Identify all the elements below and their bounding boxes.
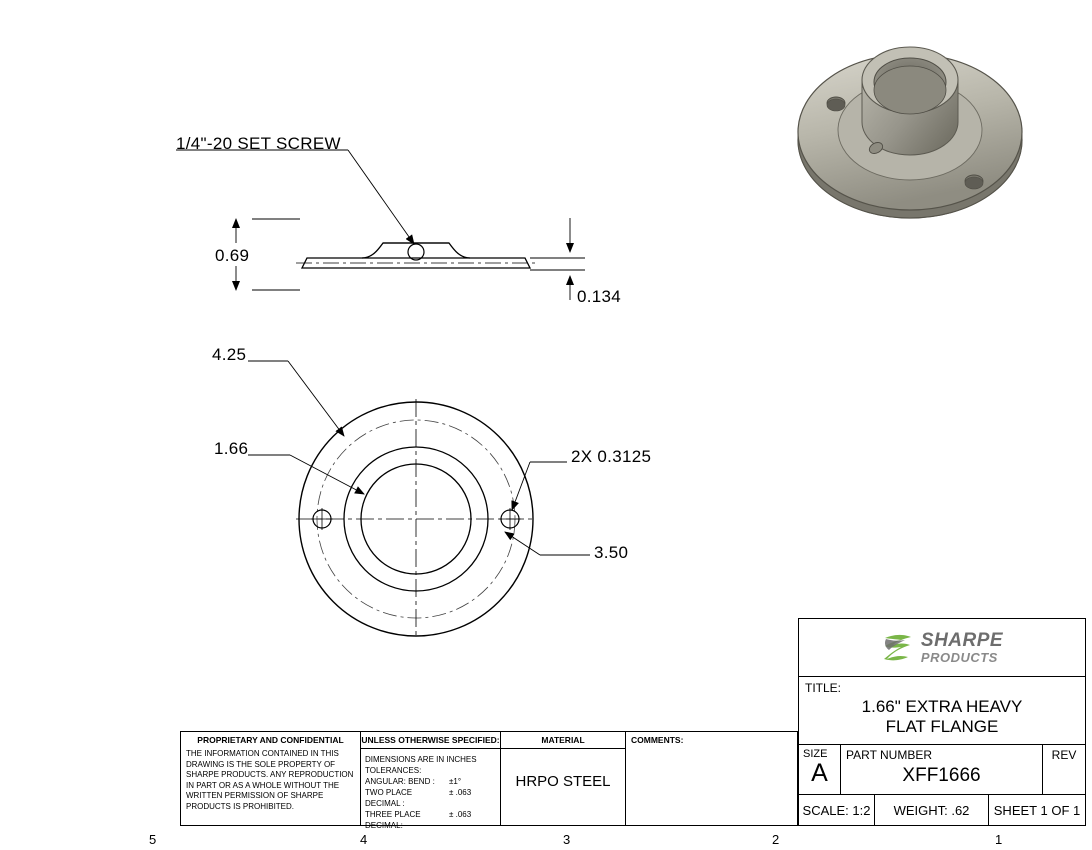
tol-angular-value: ±1° [449,777,462,786]
tol-angular-label: ANGULAR: BEND : [365,777,435,786]
dim-height-label: 0.69 [215,246,250,265]
tolerance-cell [361,732,501,830]
title-cell [799,677,1085,745]
proprietary-header: PROPRIETARY AND CONFIDENTIAL [197,735,344,745]
material-header: MATERIAL [501,732,625,749]
part-number-label: PART NUMBER [846,748,933,762]
rev-cell [1043,745,1085,794]
notes-block [180,731,798,830]
size-label: SIZE [803,748,828,760]
dim-holes-label: 2X 0.3125 [571,447,652,466]
unless-header: UNLESS OTHERWISE SPECIFIED: [361,732,500,749]
dims-inches-line: DIMENSIONS ARE IN INCHES [365,755,477,764]
zone-label-4: 4 [360,832,368,847]
dim-bolt-circle-label: 4.25 [212,345,247,364]
tol-three-place-label: THREE PLACE DECIMAL: [365,810,421,830]
material-cell [501,732,626,825]
zone-label-1: 1 [995,832,1003,847]
title-block [798,618,1086,826]
sheet-cell: SHEET 1 OF 1 [993,802,1081,818]
sharpe-logo-icon [881,632,915,664]
material-value: HRPO STEEL [515,773,611,790]
weight-cell: WEIGHT: .62 [875,795,989,825]
dim-thickness-label: 0.134 [577,287,622,306]
part-number-value: XFF1666 [902,765,981,786]
title-line-2: FLAT FLANGE [885,717,999,736]
isometric-view [798,47,1022,218]
dim-outer-diameter-label: 3.50 [594,543,629,562]
rev-label: REV [1051,748,1077,762]
tol-two-place-label: TWO PLACE DECIMAL : [365,788,413,808]
tol-two-place-value: ± .063 [449,788,472,797]
size-cell [799,745,841,794]
comments-header: COMMENTS: [631,735,684,745]
tolerances-line: TOLERANCES: [365,766,422,775]
logo-line2: PRODUCTS [920,650,998,665]
title-line-1: 1.66" EXTRA HEAVY [861,697,1023,716]
part-number-cell [841,745,1043,794]
title-label: TITLE: [805,681,842,695]
comments-cell [626,732,797,825]
proprietary-body: THE INFORMATION CONTAINED IN THIS DRAWING IS THE SOLE PROPERTY OF SHARPE PRODUCTS. ANY REPRODUCTION IN PART OR AS A WHOLE WITHOUT THE WRITTEN PERMISSION OF SHARPE PRODUCTS IS PROHIBITED. [186,749,354,811]
side-view [296,243,536,268]
tol-three-place-value: ± .063 [449,810,472,819]
logo-line1: SHARPE [920,630,1004,651]
proprietary-cell [181,732,361,825]
size-value: A [811,759,828,787]
front-view [296,399,536,639]
set-screw-leader [176,150,414,244]
set-screw-note: 1/4"-20 SET SCREW [176,134,341,153]
scale-cell: SCALE: 1:2 [799,795,875,825]
dim-bore-label: 1.66 [214,439,249,458]
zone-label-3: 3 [563,832,571,847]
company-logo [799,619,1085,677]
zone-label-2: 2 [772,832,780,847]
zone-label-5: 5 [149,832,157,847]
